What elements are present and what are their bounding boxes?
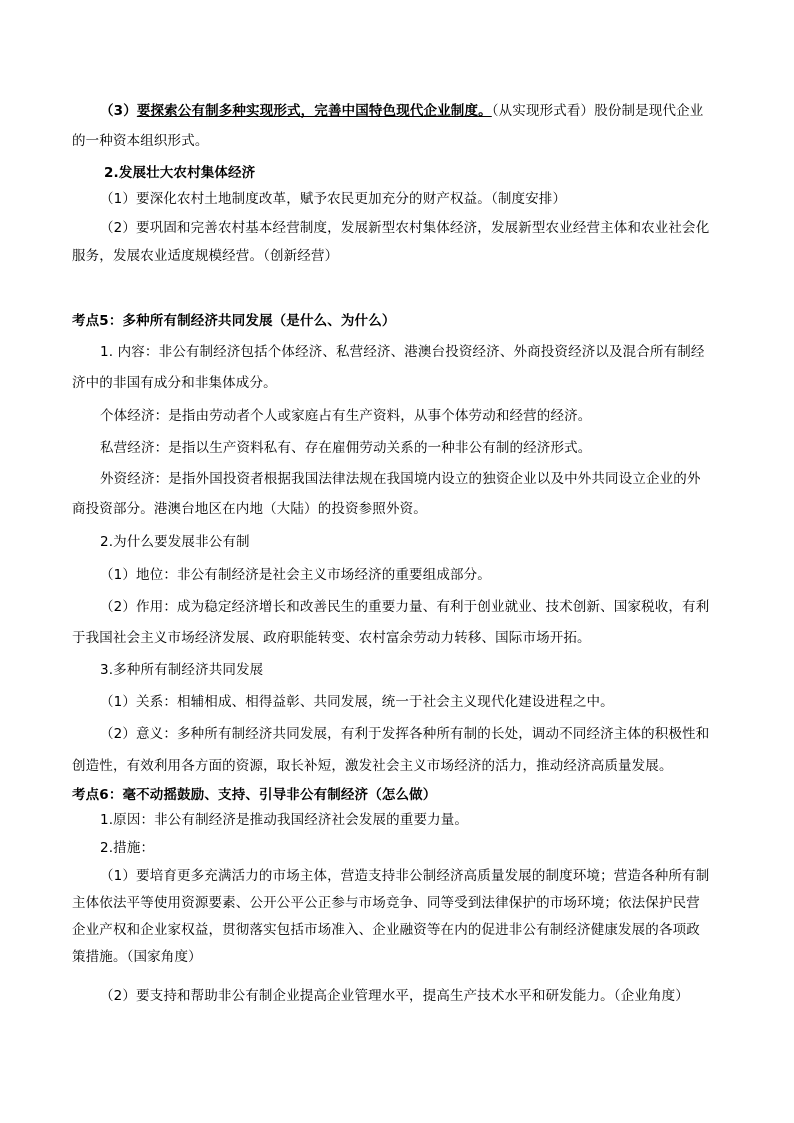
- section-heading: 3.多种所有制经济共同发展: [100, 662, 264, 678]
- list-item: （1）关系：相辅相成、相得益彰、共同发展，统一于社会主义现代化建设进程之中。: [100, 694, 614, 710]
- paragraph-continuation: 于我国社会主义市场经济发展、政府职能转变、农村富余劳动力转移、国际市场开拓。: [72, 630, 591, 646]
- list-item: （1）地位：非公有制经济是社会主义市场经济的重要组成部分。: [100, 567, 491, 583]
- paragraph-continuation: 商投资部分。港澳台地区在内地（大陆）的投资参照外资。: [72, 501, 427, 517]
- list-item: （2）作用：成为稳定经济增长和改善民生的重要力量、有利于创业就业、技术创新、国家税收，有利: [100, 599, 710, 615]
- definition-paragraph: 私营经济：是指以生产资料私有、存在雇佣劳动关系的一种非公有制的经济形式。: [100, 440, 592, 456]
- paragraph-continuation: 主体依法平等使用资源要素、公开公平公正参与市场竞争、同等受到法律保护的市场环境；依法保护民营: [72, 895, 700, 911]
- list-item: （2）意义：多种所有制经济共同发展，有利于发挥各种所有制的长处，调动不同经济主体的积极性和: [100, 726, 710, 742]
- emphasized-text: 要探索公有制多种实现形式，完善中国特色现代企业制度。: [136, 103, 492, 119]
- list-item: （2）要支持和帮助非公有制企业提高企业管理水平，提高生产技术水平和研发能力。（企业角度）: [100, 988, 689, 1004]
- paragraph-continuation: 济中的非国有成分和非集体成分。: [72, 375, 277, 391]
- section-heading: 2.发展壮大农村集体经济: [104, 165, 256, 181]
- list-item: （1）要深化农村土地制度改革，赋予农民更加充分的财产权益。（制度安排）: [100, 191, 567, 207]
- paragraph-text: （从实现形式看）股份制是现代企业: [491, 103, 704, 119]
- paragraph-continuation: 企业产权和企业家权益，贯彻落实包括市场准入、企业融资等在内的促进非公有制经济健康发展的各项政: [72, 922, 700, 938]
- list-item: 1.原因：非公有制经济是推动我国经济社会发展的重要力量。: [100, 812, 469, 828]
- list-item: （1）要培育更多充满活力的市场主体，营造支持非公制经济高质量发展的制度环境；营造各种所有制: [100, 868, 710, 884]
- section-heading: 2.为什么要发展非公有制: [100, 534, 250, 550]
- paragraph-continuation: 创造性，有效利用各方面的资源，取长补短，激发社会主义市场经济的活力，推动经济高质量发展。: [72, 758, 673, 774]
- paragraph-continuation: 服务，发展农业适度规模经营。（创新经营）: [72, 248, 339, 264]
- definition-paragraph: 个体经济：是指由劳动者个人或家庭占有生产资料，从事个体劳动和经营的经济。: [100, 408, 592, 424]
- exam-point-heading: 考点6：毫不动摇鼓励、支持、引导非公有制经济（怎么做）: [72, 787, 437, 803]
- paragraph-continuation: 的一种资本组织形式。: [72, 133, 209, 149]
- list-item: （2）要巩固和完善农村基本经营制度，发展新型农村集体经济，发展新型农业经营主体和农业社会化: [100, 220, 710, 236]
- paragraph-shareholding: [100, 101, 724, 121]
- item-number: （3）: [100, 103, 137, 119]
- paragraph-continuation: 策措施。（国家角度）: [72, 949, 202, 965]
- section-heading: 2.措施：: [100, 840, 155, 856]
- list-item: 1. 内容：非公有制经济包括个体经济、私营经济、港澳台投资经济、外商投资经济以及混合所有制经: [100, 344, 705, 360]
- definition-paragraph: 外资经济：是指外国投资者根据我国法律法规在我国境内设立的独资企业以及中外共同设立企业的外: [100, 471, 701, 487]
- exam-point-heading: 考点5：多种所有制经济共同发展（是什么、为什么）: [72, 313, 396, 329]
